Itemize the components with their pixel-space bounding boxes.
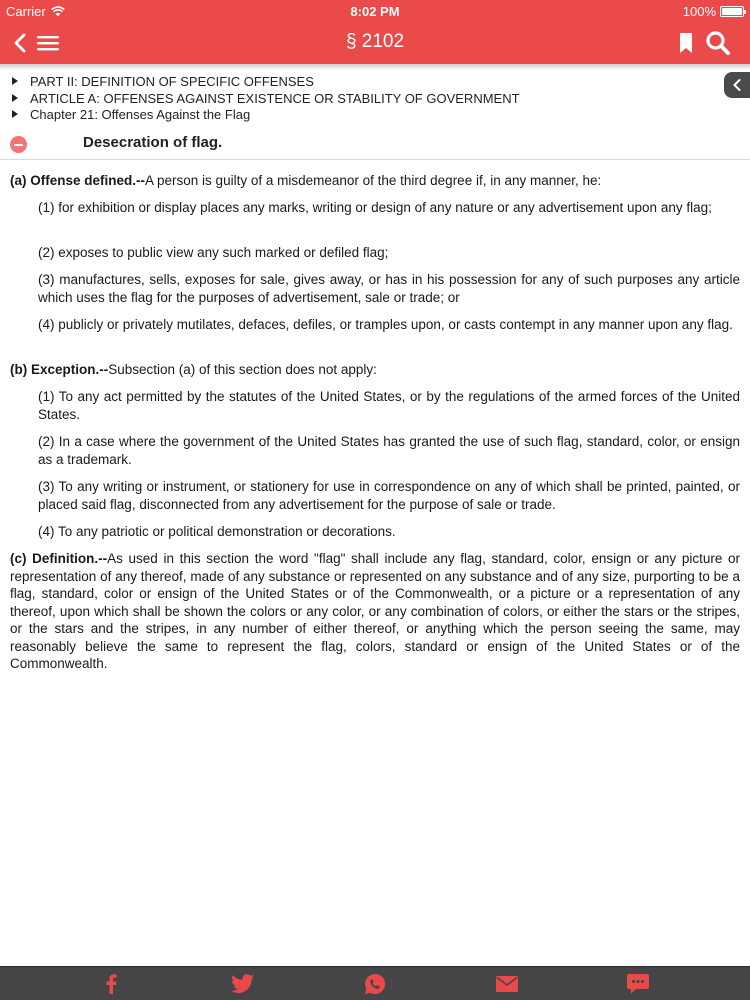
triangle-right-icon: [12, 77, 18, 85]
bookmark-icon: [678, 32, 694, 54]
top-bar: [0, 0, 750, 64]
top-bar-shadow: [0, 64, 750, 70]
breadcrumb-label: PART II: DEFINITION OF SPECIFIC OFFENSES: [30, 73, 314, 89]
message-share-button[interactable]: [625, 973, 651, 995]
breadcrumb-label: ARTICLE A: OFFENSES AGAINST EXISTENCE OR STABILITY OF GOVERNMENT: [30, 90, 520, 106]
side-panel-toggle[interactable]: [724, 72, 750, 98]
paragraph-b2: (2) In a case where the government of the United States has granted the use of such flag, standard, color, or ensign as a trademark.: [38, 434, 740, 467]
triangle-right-icon: [12, 110, 18, 118]
status-time: 8:02 PM: [350, 4, 400, 19]
paragraph-a3: (3) manufactures, sells, exposes for sale, gives away, or has in his possession for any of such purposes any article which uses the flag for the purposes of advertisement, sale or trade; or: [38, 272, 740, 305]
mail-icon: [496, 976, 518, 992]
breadcrumb-item-article[interactable]: [12, 90, 520, 106]
battery-percent: 100%: [682, 4, 716, 19]
breadcrumb-label: Chapter 21: Offenses Against the Flag: [30, 106, 251, 122]
battery-icon: [720, 6, 744, 17]
search-button[interactable]: [704, 29, 732, 57]
section-title: Desecration of flag.: [83, 134, 223, 151]
mail-share-button[interactable]: [494, 973, 520, 995]
breadcrumb-item-part[interactable]: [12, 73, 314, 89]
page-title: § 2102: [345, 31, 405, 52]
status-bar: [0, 0, 750, 22]
whatsapp-icon: [364, 973, 386, 995]
message-icon: [627, 974, 649, 994]
search-icon: [705, 30, 731, 56]
subsection-c: [10, 550, 740, 673]
subsection-label: (a) Offense defined.--: [10, 173, 146, 188]
breadcrumb-item-chapter[interactable]: [12, 106, 250, 122]
battery-info: [683, 4, 744, 19]
paragraph-b3: (3) To any writing or instrument, or stationery for use in correspondence on any of which shall be printed, painted, or placed said flag, disconnected from any advertisement for the purpose of sale or trade.: [38, 479, 740, 512]
paragraph-a2: (2) exposes to public view any such marked or defiled flag;: [38, 245, 389, 260]
twitter-share-button[interactable]: [230, 973, 256, 995]
collapse-minus-icon[interactable]: [10, 136, 27, 153]
subsection-label: (c) Definition.--: [10, 551, 108, 566]
subsection-a: [10, 172, 740, 190]
facebook-share-button[interactable]: [98, 973, 124, 995]
whatsapp-share-button[interactable]: [362, 973, 388, 995]
chevron-left-icon: [732, 78, 742, 92]
share-bar: [0, 966, 750, 1000]
triangle-right-icon: [12, 94, 18, 102]
twitter-icon: [231, 974, 255, 994]
subsection-text: Subsection (a) of this section does not apply:: [108, 362, 377, 377]
section-header: [0, 130, 750, 160]
subsection-label: (b) Exception.--: [10, 362, 109, 377]
facebook-icon: [105, 974, 117, 994]
paragraph-b1: (1) To any act permitted by the statutes of the United States, or by the regulations of the armed forces of the United States.: [38, 389, 740, 422]
bookmark-button[interactable]: [672, 29, 700, 57]
subsection-b: [10, 361, 740, 379]
paragraph-a4: (4) publicly or privately mutilates, defaces, defiles, or tramples upon, or casts contempt in any manner upon any flag.: [38, 317, 733, 332]
paragraph-a1: (1) for exhibition or display places any marks, writing or design of any nature or any advertisement upon any flag;: [38, 200, 712, 215]
subsection-text: A person is guilty of a misdemeanor of the third degree if, in any manner, he:: [145, 173, 602, 188]
paragraph-b4: (4) To any patriotic or political demonstration or decorations.: [38, 524, 396, 539]
subsection-text: As used in this section the word "flag" shall include any flag, standard, color, ensign or any picture or representation of any thereof, made of any substance or represented on any substance and of any size, purporting to be a flag, standard, color or ensign of the United States or of the Commonwealth, or a picture or a representation of any thereof, upon which shall be shown the colors or any color, or any combination of colors, or either the stars or the stripes, or the stars and the stripes, in any number of either thereof, or anything which the person seeing the same, may reasonably believe the same to represent the flag, colors, standard or ensign of the United States or of the Commonwealth.: [10, 551, 741, 671]
navigation-bar: [0, 22, 750, 64]
carrier-label: Carrier: [6, 4, 46, 19]
